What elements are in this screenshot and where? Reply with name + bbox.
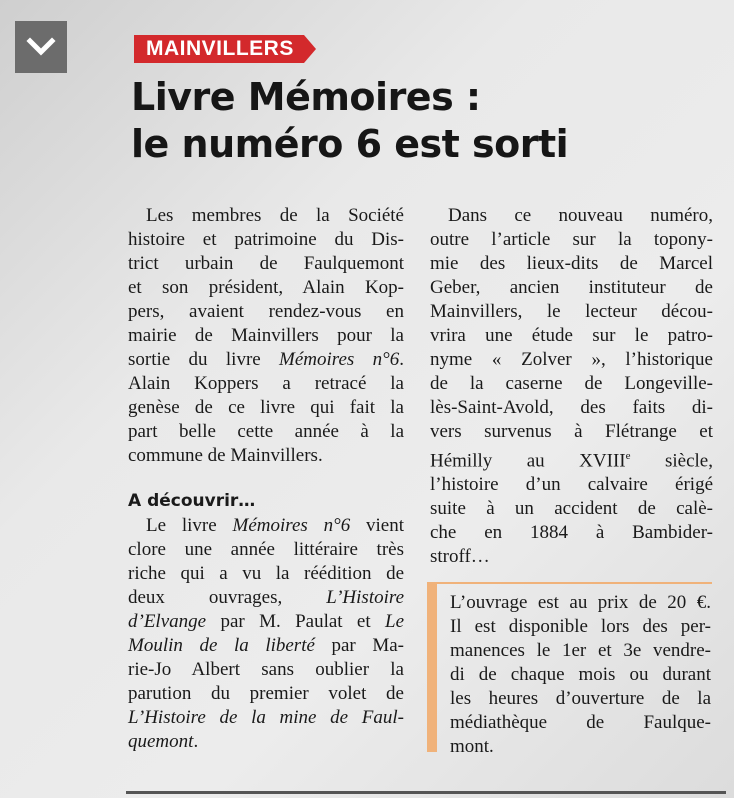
text-line [128,706,404,730]
section-kicker [134,35,316,63]
text-run: siècle, [630,450,713,472]
text-line: stroff… [430,546,490,568]
text-run: Le livre [146,515,233,536]
text-line: rie-Jo Albert sans oublier la [128,659,404,680]
text-line: clore une année littéraire très [128,539,404,560]
kicker-arrow [304,35,316,63]
text-line: Mainvillers, le lecteur décou- [430,301,713,322]
text-line: commune de Mainvillers. [128,445,323,466]
info-box-text [450,591,711,759]
book-title: Moulin de la liberté [128,635,315,656]
text-line: médiathèque de Faulque- [450,712,711,733]
text-line: mont. [450,736,494,757]
text-line: che en 1884 à Bambider- [430,522,713,544]
left-column-discover [128,514,404,754]
superscript: e [625,450,631,462]
text-run: sortie du livre [128,349,280,370]
text-line: histoire et patrimoine du Dis- [128,229,404,250]
text-run: deux ouvrages, [128,587,327,608]
text-run: . [193,731,199,752]
text-line: mie des lieux-dits de Marcel [430,253,713,274]
text-line: les heures d’ouverture de la [450,688,711,709]
book-title: L’Histoire [326,587,404,608]
bottom-divider [126,791,726,794]
text-line [128,610,404,634]
text-line: trict urbain de Faulquemont [128,253,404,274]
text-line [128,514,404,538]
text-line: Geber, ancien instituteur de [430,277,713,298]
text-line [128,730,404,754]
text-run: par M. Paulat et [206,611,385,632]
text-line: L’ouvrage est au prix de 20 €. [450,592,711,613]
right-column [430,204,713,569]
text-line: riche qui a vu la réédition de [128,563,404,584]
text-line [128,634,404,658]
text-line: manences le 1er et 3e vendre- [450,640,711,661]
text-run: . [399,349,405,370]
book-title: Le [385,611,404,632]
text-line [128,348,404,372]
text-line [430,444,713,473]
text-line: suite à un accident de calè- [430,498,713,520]
text-run: Hémilly au XVIII [430,450,626,472]
text-line: et son président, Alain Kop- [128,277,404,298]
text-line: de la caserne de Longeville- [430,373,713,394]
text-line: nyme « Zolver », l’historique [430,349,713,370]
text-line: Dans ce nouveau numéro, [448,205,713,226]
text-line [128,586,404,610]
book-title: Mémoires n°6 [279,349,400,370]
text-run: par Ma- [314,635,404,656]
subheading: A découvrir… [128,491,256,511]
article-headline [131,74,568,168]
text-line: Il est disponible lors des per- [450,616,711,637]
text-line: vers survenus à Flétrange et [430,421,713,442]
text-line: l’histoire d’un calvaire érigé [430,474,713,496]
text-line: pers, avaient rendez-vous en [128,301,404,322]
book-title: Mémoires n°6 [232,515,351,536]
text-line: Alain Koppers a retracé la [128,373,404,394]
left-column-intro [128,204,404,468]
text-line: Les membres de la Société [146,205,404,226]
text-line: parution du premier volet de [128,683,404,704]
text-line: lès-Saint-Avold, des faits di- [430,397,713,418]
headline-line-2: le numéro 6 est sorti [131,122,569,166]
text-line: di de chaque mois ou durant [450,664,711,685]
text-run: vient [350,515,405,536]
book-title: quemont [128,731,194,752]
text-line: mairie de Mainvillers pour la [128,325,404,346]
text-line: genèse de ce livre qui fait la [128,397,404,418]
book-title: d’Elvange [128,611,207,632]
text-line: outre l’article sur la topony- [430,229,713,250]
headline-line-1: Livre Mémoires : [131,75,481,119]
book-title: L’Histoire de la mine de Faul- [128,707,404,728]
kicker-label: MAINVILLERS [134,35,304,63]
chevron-down-icon [26,37,56,57]
text-line: vrira une étude sur le patro- [430,325,713,346]
chevron-down-button[interactable] [15,21,67,73]
text-line: part belle cette année à la [128,421,404,442]
